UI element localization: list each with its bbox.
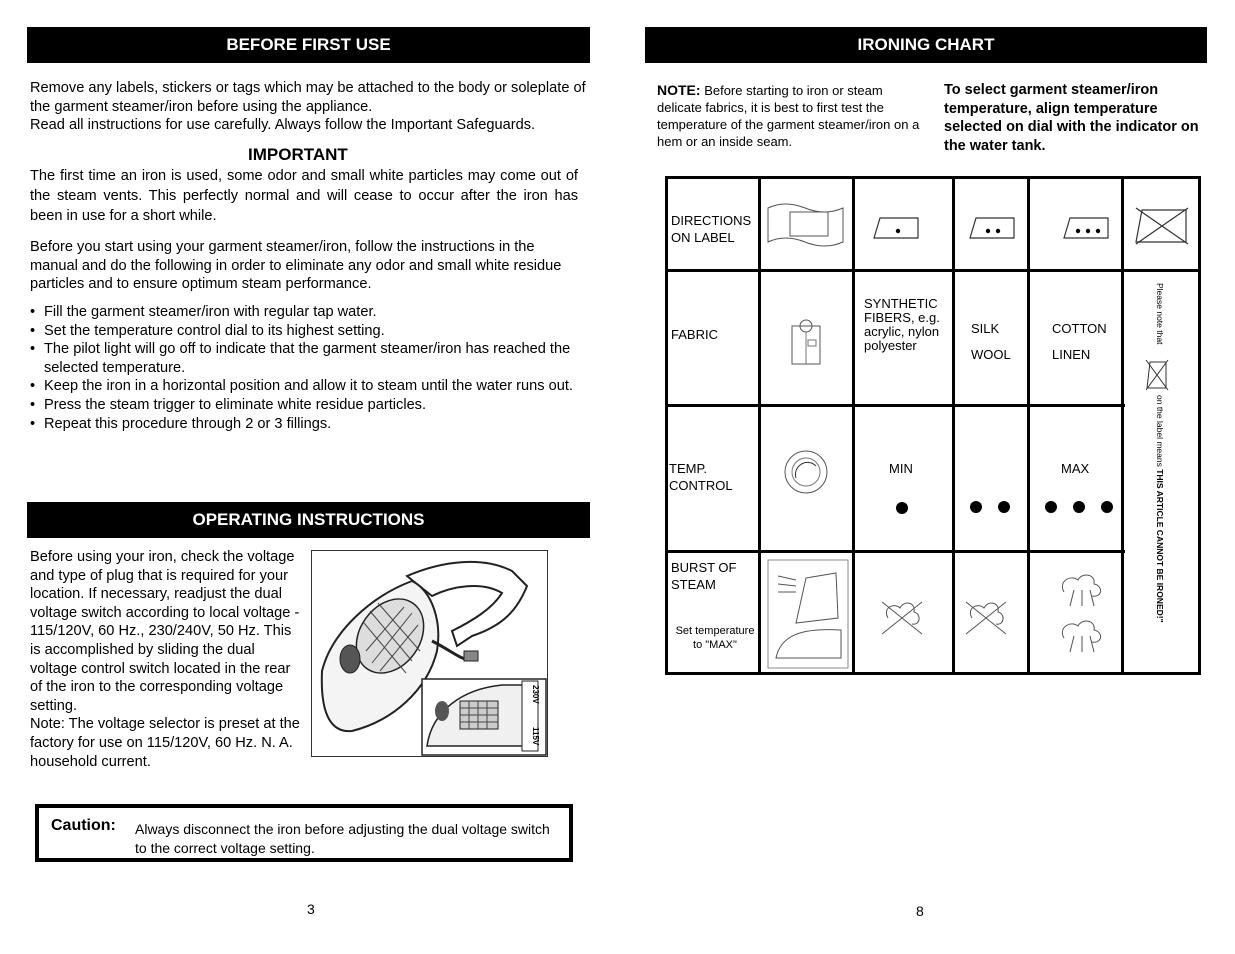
page-number-left: 3 — [307, 901, 315, 917]
burst-temperature-note: Set temperature to "MAX" — [675, 625, 755, 651]
ironing-chart-header: IRONING CHART — [645, 27, 1207, 63]
do-not-iron-small-icon — [1144, 358, 1170, 397]
side-note-intro: Please note that — [1155, 283, 1165, 345]
intro-line-1: Remove any labels, stickers or tags which may be attached to the body or soleplate of the garment steamer/iron before using the appliance. — [30, 80, 586, 115]
temperature-dial-icon — [782, 448, 830, 501]
chart-rule — [1027, 176, 1030, 675]
temp-max-label: MAX — [1061, 461, 1090, 476]
side-note-meaning — [1155, 395, 1165, 623]
care-label-icon — [765, 200, 847, 255]
do-not-iron-icon — [1134, 206, 1190, 251]
list-item: • Fill the garment steamer/iron with regular tap water. — [30, 303, 585, 322]
steamer-voltage-switch-illustration — [311, 550, 548, 757]
side-note-warning: THIS ARTICLE CANNOT BE IRONED!" — [1155, 469, 1165, 623]
operating-instructions-text — [30, 548, 300, 771]
steam-burst-iron-icon — [766, 558, 850, 675]
voltage-label-230: 230V — [531, 685, 540, 704]
garment-icon — [788, 318, 824, 371]
iron-two-dots-icon — [968, 212, 1018, 247]
before-you-start-text: Before you start using your garment steamer/iron, follow the instructions in the manual and do the following in order to eliminate any odor and small white residue particles and to ensure optimum steam performance. — [30, 239, 562, 293]
no-steam-icon — [880, 598, 924, 643]
chart-rule — [665, 550, 1125, 553]
operating-note: Note: The voltage selector is preset at the factory for use on 115/120V, 60 Hz. N. A. household current. — [30, 716, 300, 770]
chart-rule — [952, 176, 955, 675]
temp-dot — [970, 501, 982, 513]
fabric-synthetic: SYNTHETIC FIBERS, e.g. acrylic, nylon polyester — [864, 296, 940, 353]
fabric-silk: SILK — [971, 321, 1000, 336]
important-heading: IMPORTANT — [248, 145, 348, 164]
caution-text: Always disconnect the iron before adjusting the dual voltage switch to the correct voltage setting. — [135, 821, 550, 856]
temp-dot — [896, 502, 908, 514]
list-item: • Keep the iron in a horizontal position and allow it to steam until the water runs out. — [30, 377, 585, 396]
temp-min-label: MIN — [889, 461, 913, 476]
caution-box — [35, 804, 573, 862]
row-label-directions: DIRECTIONS ON LABEL — [671, 213, 752, 245]
intro-line-2: Read all instructions for use carefully. Always follow the Important Safeguards. — [30, 117, 536, 134]
steam-icon — [1058, 572, 1106, 613]
iron-three-dots-icon — [1062, 212, 1112, 247]
no-steam-icon — [964, 598, 1008, 643]
fabric-wool: WOOL — [971, 347, 1011, 362]
caution-label: Caution: — [51, 817, 116, 834]
chart-rule — [852, 176, 855, 675]
first-use-steps — [30, 303, 585, 433]
note-label: NOTE: — [657, 82, 701, 98]
voltage-label-115: 115V — [531, 727, 540, 746]
temp-dot — [998, 501, 1010, 513]
chart-rule — [665, 404, 1125, 407]
list-item: • Press the steam trigger to eliminate white residue particles. — [30, 396, 585, 415]
chart-rule — [1121, 176, 1124, 675]
temp-dot — [1101, 501, 1113, 513]
row-label-fabric: FABRIC — [671, 327, 718, 342]
steam-icon — [1058, 618, 1106, 659]
note-block — [657, 82, 922, 150]
chart-rule — [758, 176, 761, 675]
important-text: The first time an iron is used, some odor and small white particles may come out of the steam vents. This perfectly normal and will cease to occur after the iron has been in use for a short while. — [30, 168, 578, 224]
intro-text — [30, 79, 590, 135]
note-text: Before starting to iron or steam delicate fabrics, it is best to first test the temperature of the garment steamer/iron on a hem or an inside seam. — [657, 83, 920, 149]
side-note-meaning-text: on the label means — [1155, 395, 1165, 467]
fabric-linen: LINEN — [1052, 347, 1091, 362]
list-item: • Repeat this procedure through 2 or 3 fillings. — [30, 415, 585, 434]
before-first-use-header: BEFORE FIRST USE — [27, 27, 590, 63]
operating-instructions-header: OPERATING INSTRUCTIONS — [27, 502, 590, 538]
row-label-temp-control: TEMP. CONTROL — [669, 461, 733, 493]
temp-dot — [1073, 501, 1085, 513]
operating-body: Before using your iron, check the voltage and type of plug that is required for your location. If necessary, readjust the dual voltage switch according to local voltage - 115/120V, 60 Hz., 230/240V, 50 Hz. This is accomplished by sliding the dual voltage control switch located in the rear of the iron to the corresponding voltage setting. — [30, 549, 300, 714]
temperature-select-instruction: To select garment steamer/iron temperature, align temperature selected on dial with the indicator on the water tank. — [944, 82, 1199, 154]
row-label-burst-of-steam: BURST OF STEAM — [671, 560, 737, 592]
list-item: • The pilot light will go off to indicate that the garment steamer/iron has reached the selected temperature. — [30, 340, 585, 377]
list-item: • Set the temperature control dial to its highest setting. — [30, 322, 585, 341]
page-number-right: 8 — [916, 903, 924, 919]
temp-dot — [1045, 501, 1057, 513]
fabric-cotton: COTTON — [1052, 321, 1107, 336]
iron-one-dot-icon — [872, 212, 922, 247]
